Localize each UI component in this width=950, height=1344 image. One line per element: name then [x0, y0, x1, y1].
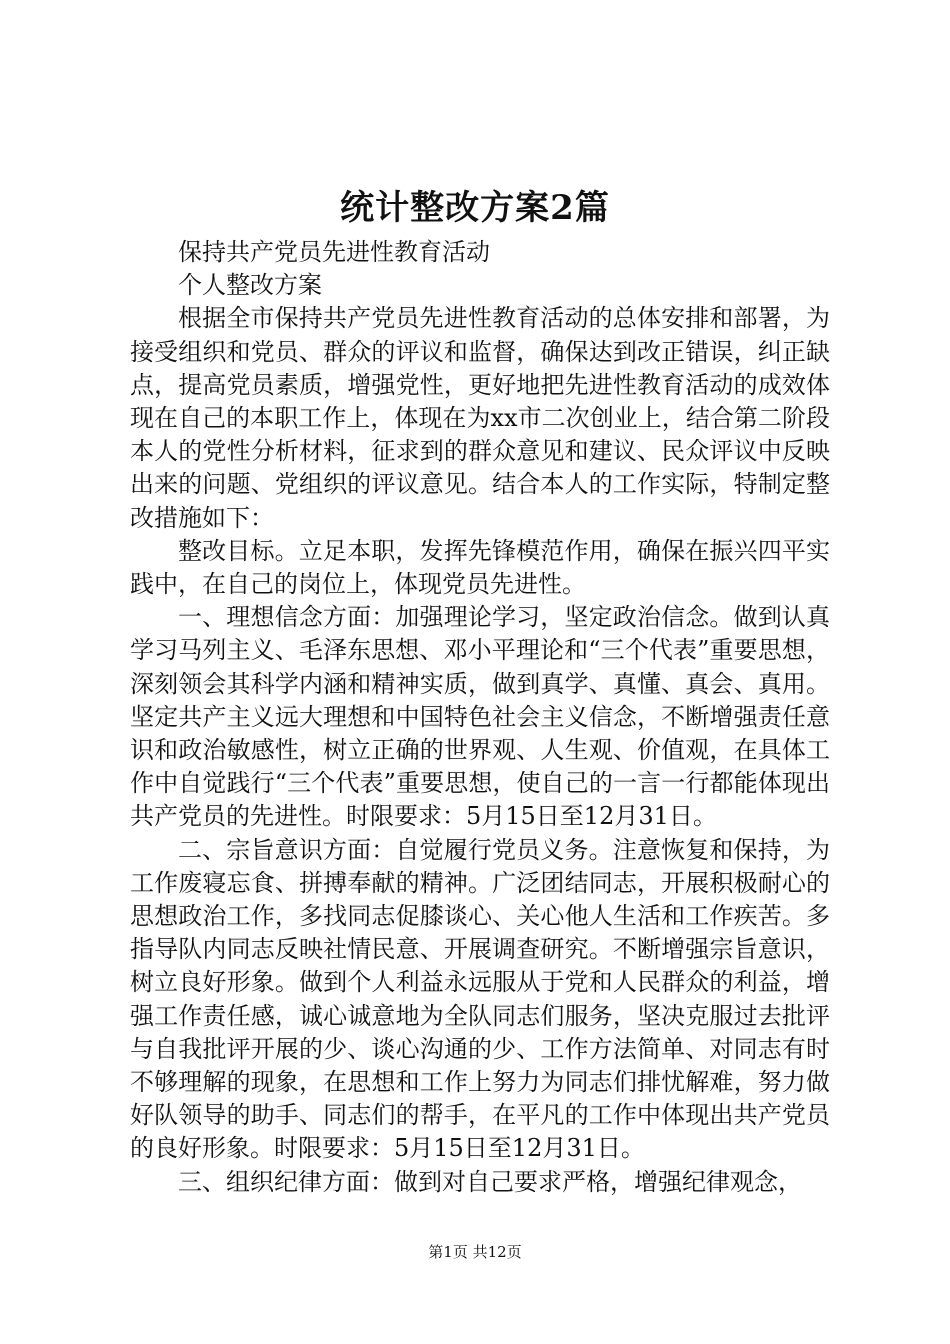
document-title: 统计整改方案2篇 — [340, 188, 610, 228]
page-number-footer: 第1页 共12页 — [428, 1243, 522, 1261]
document-body — [130, 236, 830, 1199]
paragraph: 根据全市保持共产党员先进性教育活动的总体安排和部署，为接受组织和党员、群众的评议和监督，确保达到改正错误，纠正缺点，提高党员素质，增强党性，更好地把先进性教育活动的成效体现在自己的本职工作上，体现在为xx市二次创业上，结合第二阶段本人的党性分析材料，征求到的群众意见和建议、民众评议中反映出来的问题、党组织的评议意见。结合本人的工作实际，特制定整改措施如下： — [130, 304, 830, 532]
paragraph: 个人整改方案 — [178, 271, 322, 300]
paragraph: 整改目标。立足本职，发挥先锋模范作用，确保在振兴四平实践中，在自己的岗位上，体现党员先进性。 — [130, 536, 830, 599]
paragraph: 二、宗旨意识方面：自觉履行党员义务。注意恢复和保持，为工作废寝忘食、拼搏奉献的精神。广泛团结同志，开展积极耐心的思想政治工作，多找同志促膝谈心、关心他人生活和工作疾苦。多指导队内同志反映社情民意、开展调查研究。不断增强宗旨意识，树立良好形象。做到个人利益永远服从于党和人民群众的利益，增强工作责任感，诚心诚意地为全队同志们服务，坚决克服过去批评与自我批评开展的少、谈心沟通的少、工作方法简单、对同志有时不够理解的现象，在思想和工作上努力为同志们排忧解难，努力做好队领导的助手、同志们的帮手，在平凡的工作中体现出共产党员的良好形象。时限要求：5月15日至12月31日。 — [130, 835, 830, 1163]
paragraph: 三、组织纪律方面：做到对自己要求严格，增强纪律观念， — [178, 1167, 802, 1196]
paragraph: 保持共产党员先进性教育活动 — [178, 238, 490, 266]
paragraph: 一、理想信念方面：加强理论学习，坚定政治信念。做到认真学习马列主义、毛泽东思想、邓小平理论和“三个代表”重要思想，深刻领会其科学内涵和精神实质，做到真学、真懂、真会、真用。坚定共产主义远大理想和中国特色社会主义信念，不断增强责任意识和政治敏感性，树立正确的世界观、人生观、价值观，在具体工作中自觉践行“三个代表”重要思想，使自己的一言一行都能体现出共产党员的先进性。时限要求：5月15日至12月31日。 — [130, 603, 830, 831]
